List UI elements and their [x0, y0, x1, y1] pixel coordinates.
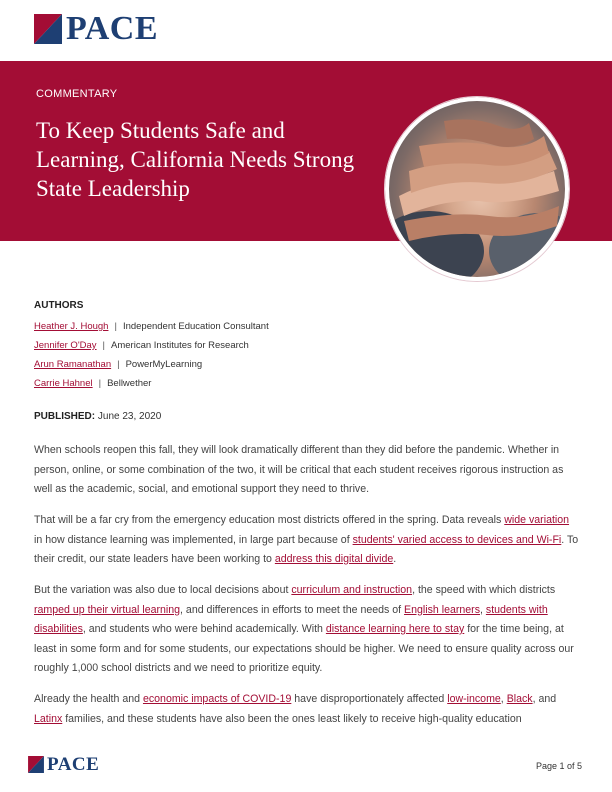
link-curriculum[interactable]: curriculum and instruction	[291, 584, 413, 596]
author-item: Arun Ramanathan | PowerMyLearning	[34, 359, 203, 370]
link-economic-impacts[interactable]: economic impacts of COVID-19	[142, 693, 292, 705]
authors-heading: AUTHORS	[34, 300, 84, 311]
link-digital-divide[interactable]: address this digital divide	[274, 553, 394, 565]
page-number: Page 1 of 5	[536, 761, 583, 771]
body-paragraph: Already the health and economic impacts of COVID-19 have disproportionately affected low-income, Black, and Latinx families, and these students have also been the ones least likely to receive high-quality education	[34, 693, 557, 725]
author-affiliation: Independent Education Consultant	[122, 321, 269, 332]
published-value: June 23, 2020	[97, 411, 162, 422]
author-item: Jennifer O'Day | American Institutes for Research	[34, 340, 249, 351]
pace-logo[interactable]	[34, 10, 159, 47]
published-label: PUBLISHED:	[34, 411, 96, 422]
author-affiliation: PowerMyLearning	[125, 359, 203, 370]
link-disabilities[interactable]: students with disabilities	[34, 603, 548, 635]
logo-wordmark: PACE	[66, 10, 159, 47]
link-english-learners[interactable]: English learners	[404, 603, 480, 616]
link-virtual-learning[interactable]: ramped up their virtual learning	[34, 603, 181, 616]
pace-triangle-logo-icon	[34, 14, 62, 44]
author-item: Carrie Hahnel | Bellwether	[34, 378, 152, 389]
body-paragraph: That will be a far cry from the emergency education most districts offered in the spring. Data reveals wide variation in how distance learning was implemented, in large part because of students' varied access to devices and Wi-Fi. To their credit, our state leaders have been working to address this digital divide.	[34, 514, 579, 565]
author-link[interactable]: Heather J. Hough	[34, 321, 109, 332]
link-distance-learning[interactable]: distance learning here to stay	[325, 623, 465, 635]
footer-logo-wordmark: PACE	[47, 754, 100, 775]
link-latinx[interactable]: Latinx	[34, 712, 63, 725]
pace-triangle-logo-icon	[28, 756, 44, 773]
stacked-hands-photo	[385, 97, 569, 281]
author-affiliation: Bellwether	[107, 378, 152, 389]
footer-logo[interactable]	[28, 756, 99, 773]
page-title: To Keep Students Safe and Learning, California Needs Strong State Leadership	[36, 118, 355, 201]
author-link[interactable]: Jennifer O'Day	[34, 340, 97, 351]
link-students-access[interactable]: students' varied access to devices and Wi-Fi	[352, 533, 562, 546]
author-link[interactable]: Arun Ramanathan	[34, 359, 112, 370]
link-low-income[interactable]: low-income	[447, 693, 501, 705]
published-date	[34, 411, 161, 422]
author-affiliation: American Institutes for Research	[111, 340, 249, 351]
article-category: COMMENTARY	[36, 88, 118, 100]
link-wide-variation[interactable]: wide variation	[504, 514, 570, 526]
author-link[interactable]: Carrie Hahnel	[34, 378, 93, 389]
author-item: Heather J. Hough | Independent Education Consultant	[34, 321, 269, 332]
body-paragraph: When schools reopen this fall, they will look dramatically different than they did before the pandemic. Whether in person, online, or some combination of the two, it will be critical that each student receives rigorous instruction as well as the academic, social, and emotional support they need to thrive.	[34, 444, 564, 495]
link-black[interactable]: Black	[506, 693, 533, 705]
body-paragraph: But the variation was also due to local decisions about curriculum and instruction, the speed with which districts ramped up their virtual learning, and differences in efforts to meet the needs of English learners, students with disabilities, and students who were behind academically. With distance learning here to stay for the time being, at least in some form and for some students, our expectations should be higher. We need to ensure quality across our roughly 1,000 school districts and we need to prioritize equity.	[34, 584, 574, 674]
